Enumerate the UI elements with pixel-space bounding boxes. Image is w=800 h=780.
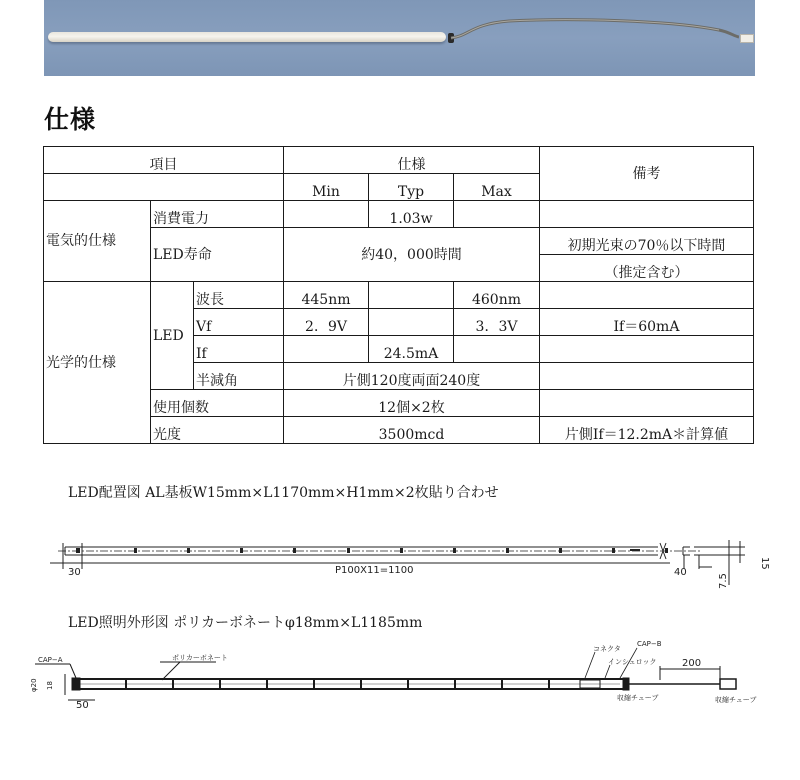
if-typ: 24.5mA [369, 336, 454, 363]
row-wavelength-label: 波長 [194, 282, 284, 309]
group-optical: 光学的仕様 [44, 282, 151, 444]
dim-left: 50 [76, 700, 89, 711]
dim-inner: 18 [46, 681, 54, 690]
dim-outer: φ20 [30, 678, 38, 692]
if-note [540, 336, 754, 363]
if-max [454, 336, 540, 363]
led-layout-caption: LED配置図 AL基板W15mm×L1170mm×H1mm×2枚貼り合わせ [68, 485, 499, 501]
led-layout-diagram [40, 525, 780, 595]
header-item: 項目 [44, 147, 284, 174]
wavelength-min: 445nm [284, 282, 369, 309]
dim-width: 15 [759, 557, 770, 570]
luminous-value: 3500mcd [284, 417, 540, 444]
half-angle-value: 片側120度両面240度 [284, 363, 540, 390]
header-item-blank [44, 174, 284, 201]
label-polycarbonate: ポリカーボネート [172, 654, 228, 662]
life-note-line2: （推定含む） [540, 255, 754, 282]
product-photo [44, 0, 755, 76]
row-life-label: LED寿命 [151, 228, 284, 282]
row-vf-label: Vf [194, 309, 284, 336]
dim-cable: 200 [682, 658, 702, 669]
vf-note: If＝60mA [540, 309, 754, 336]
header-max: Max [454, 174, 540, 201]
group-electrical: 電気的仕様 [44, 201, 151, 282]
vf-max: 3．3V [454, 309, 540, 336]
count-note [540, 390, 754, 417]
label-tube-1: 収縮チューブ [617, 694, 659, 702]
header-typ: Typ [369, 174, 454, 201]
power-typ: 1.03w [369, 201, 454, 228]
life-note-line1: 初期光束の70％以下時間 [540, 228, 754, 255]
header-notes: 備考 [540, 147, 754, 201]
dim-left: 30 [68, 567, 81, 578]
if-min [284, 336, 369, 363]
row-count-label: 使用個数 [151, 390, 284, 417]
section-title: 仕様 [44, 105, 97, 134]
connector-image [740, 34, 754, 43]
wavelength-typ [369, 282, 454, 309]
vf-min: 2．9V [284, 309, 369, 336]
led-tube-image [48, 32, 446, 42]
label-insulock: インシュロック [608, 658, 657, 666]
label-cap-b: CAP−B [637, 640, 662, 648]
row-luminous-label: 光度 [151, 417, 284, 444]
row-half-angle-label: 半減角 [194, 363, 284, 390]
row-if-label: If [194, 336, 284, 363]
half-angle-note [540, 363, 754, 390]
luminous-note: 片側If＝12.2mA＊計算値 [540, 417, 754, 444]
label-connector: コネクタ [593, 645, 621, 653]
dim-right: 40 [674, 567, 687, 578]
header-min: Min [284, 174, 369, 201]
wavelength-max: 460nm [454, 282, 540, 309]
outline-diagram [20, 640, 760, 715]
group-led: LED [151, 282, 194, 390]
label-cap-a: CAP−A [38, 656, 63, 664]
dim-pitch: P100X11=1100 [335, 565, 414, 576]
count-value: 12個×2枚 [284, 390, 540, 417]
dim-half-width: 7.5 [718, 573, 729, 589]
wavelength-note [540, 282, 754, 309]
cable-image [449, 16, 739, 56]
outline-caption: LED照明外形図 ポリカーボネートφ18mm×L1185mm [68, 615, 423, 631]
row-power-label: 消費電力 [151, 201, 284, 228]
spec-table [43, 146, 754, 444]
label-tube-2: 収縮チューブ [715, 696, 757, 704]
vf-typ [369, 309, 454, 336]
power-note [540, 201, 754, 228]
power-min [284, 201, 369, 228]
life-value: 約40，000時間 [284, 228, 540, 282]
header-spec: 仕様 [284, 147, 540, 174]
power-max [454, 201, 540, 228]
